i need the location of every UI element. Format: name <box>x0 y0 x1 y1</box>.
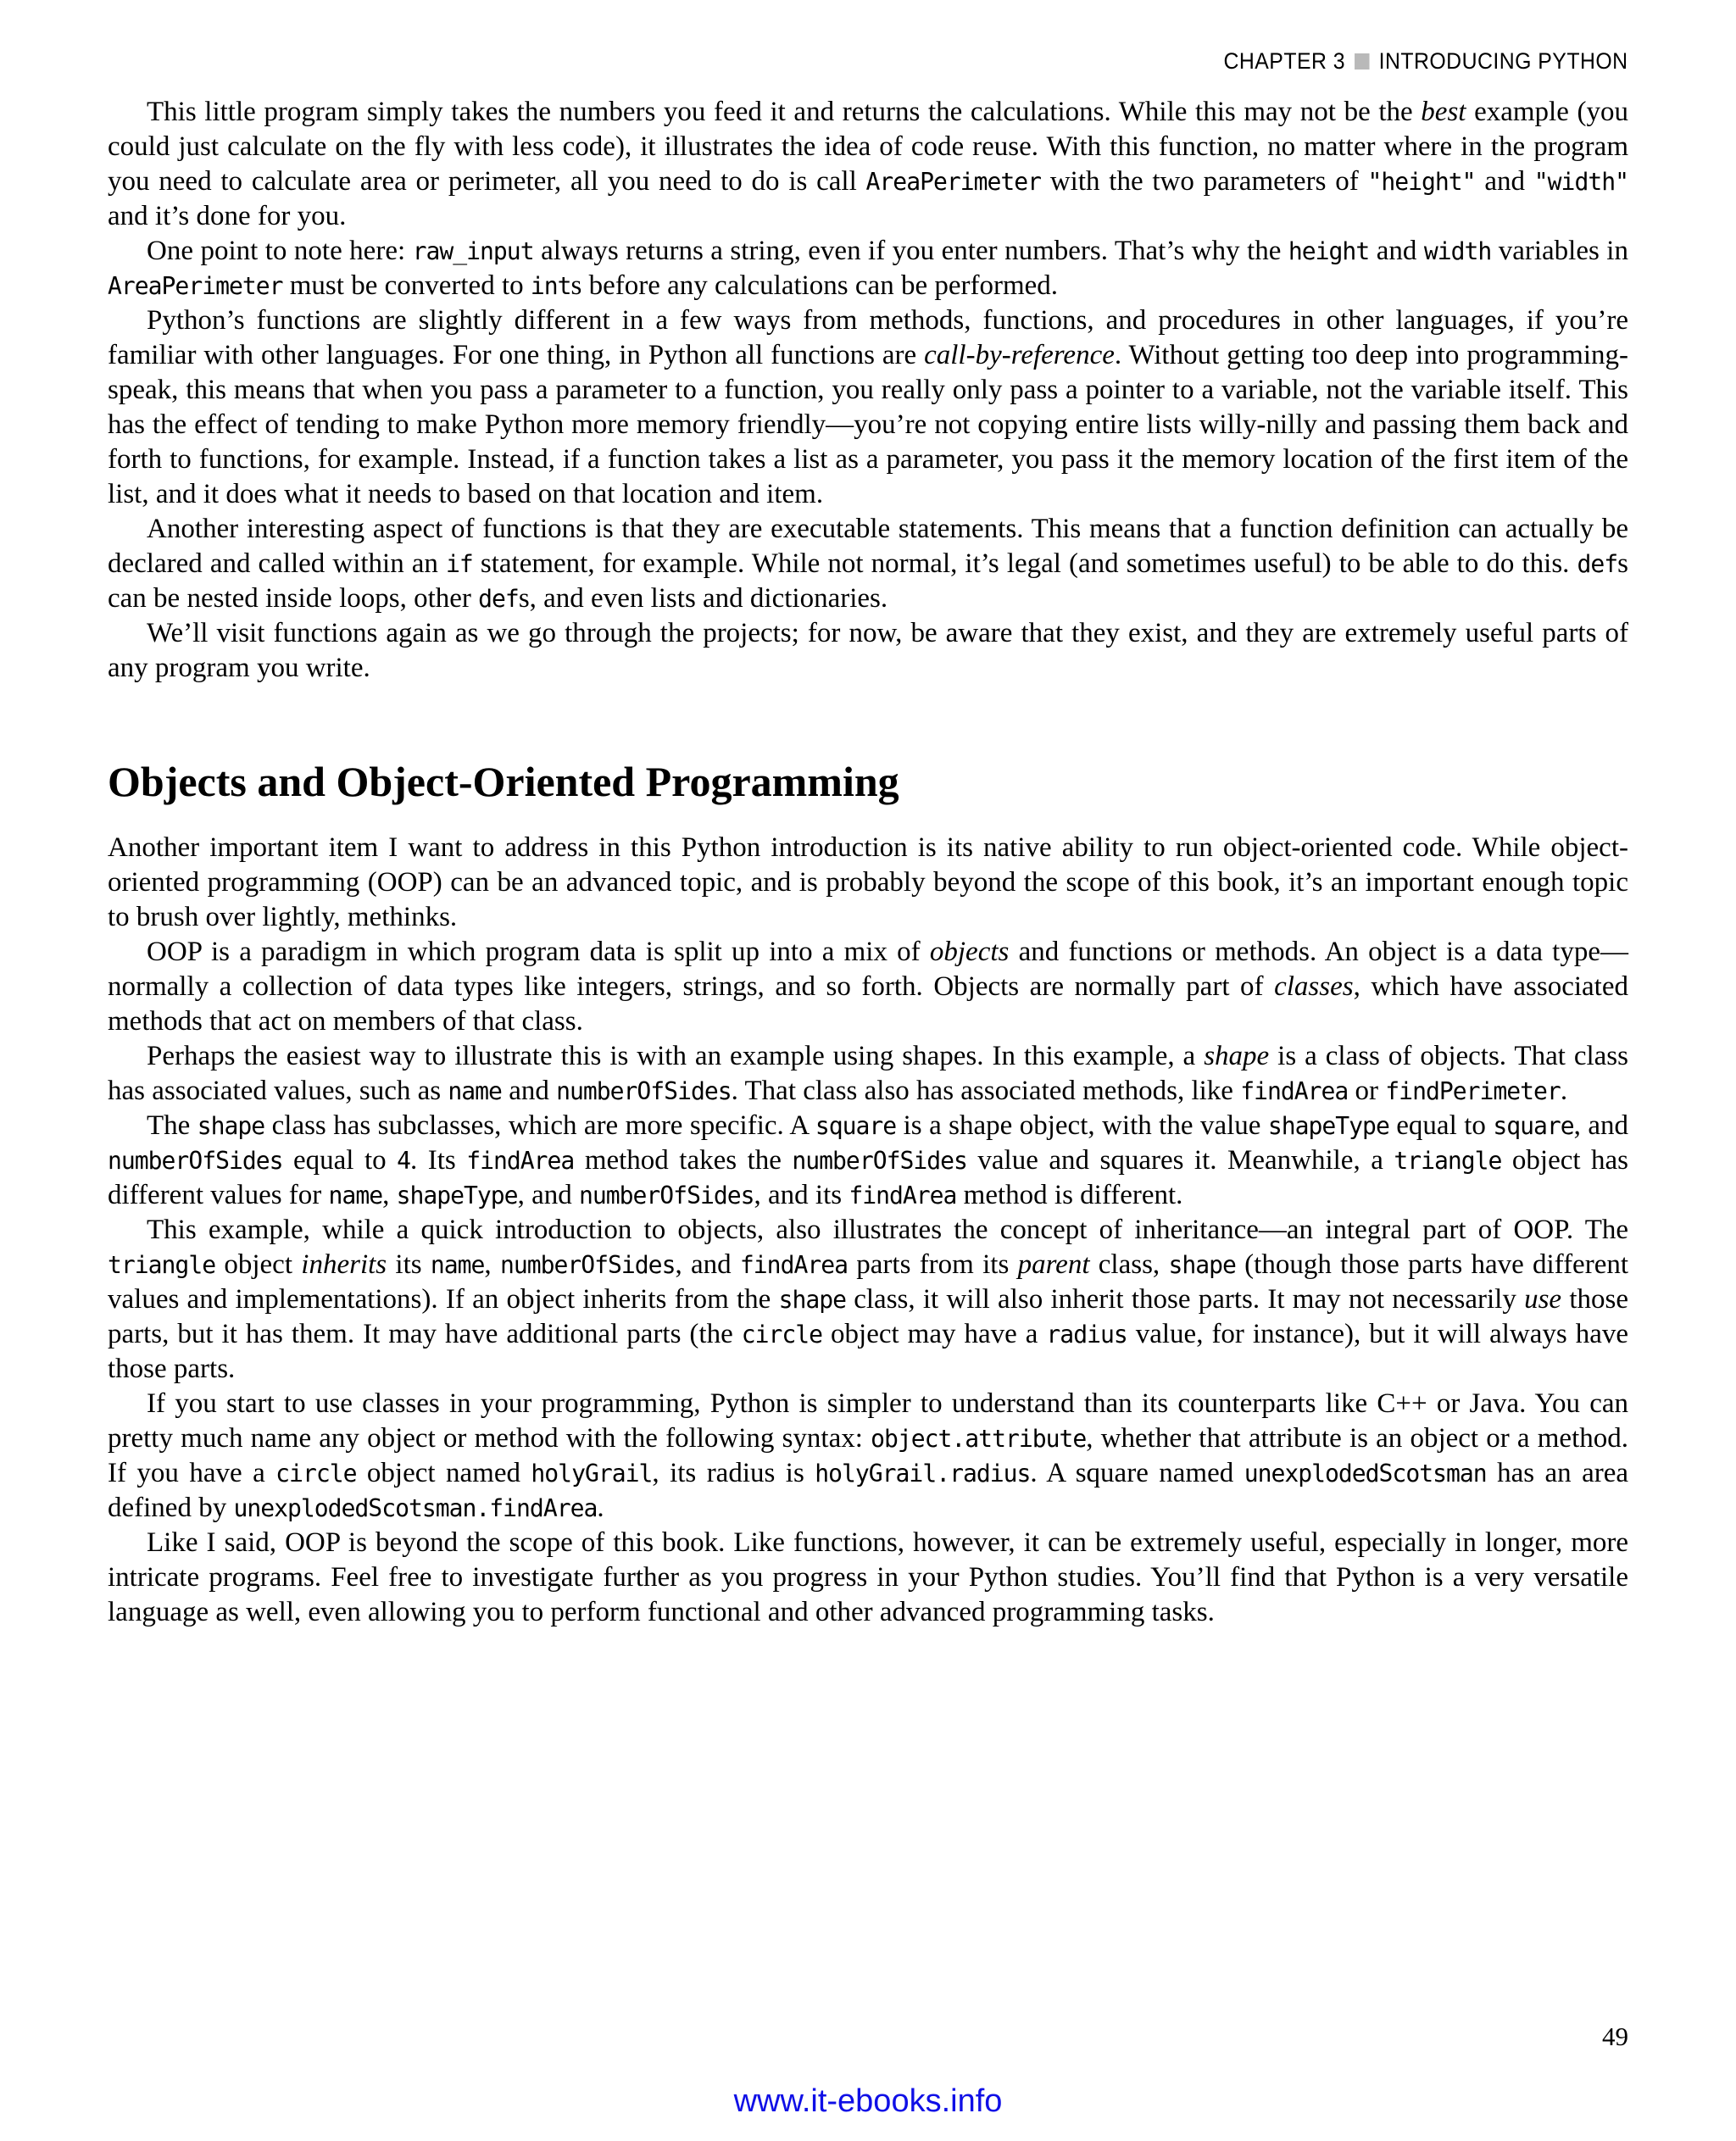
paragraph <box>108 935 1628 1039</box>
code-span: shapeType <box>396 1182 518 1210</box>
text-span: with the two parameters of <box>1041 166 1368 197</box>
page-number: 49 <box>1602 2021 1628 2051</box>
paragraph <box>108 1213 1628 1387</box>
text-span: , <box>484 1249 500 1280</box>
text-span: Another important item I want to address in this Python introduction is its native ability to run object-oriented code. While object-oriented programming (OOP) can be an advanced topic, and is probably beyond the scope of this book, it’s an important enough topic to brush over lightly, methinks. <box>108 832 1628 932</box>
code-span: AreaPerimeter <box>108 272 283 300</box>
code-span: unexplodedScotsman.findArea <box>233 1494 598 1522</box>
text-span: has an area defined by <box>108 1458 1629 1523</box>
code-span: "width" <box>1533 168 1628 196</box>
italic-span: shape <box>1204 1041 1270 1071</box>
page-body <box>108 95 1628 1630</box>
code-span: name <box>328 1182 383 1210</box>
code-span: square <box>815 1112 897 1140</box>
text-span: statement, for example. While not normal, it’s legal (and sometimes useful) to be able to do this. <box>472 548 1577 579</box>
code-span: numberOfSides <box>578 1182 754 1210</box>
text-span: If you start to use classes in your programming, Python is simpler to understand than its counterparts like C++ or Java. You can pretty much name any object or method with the following syntax: <box>108 1388 1628 1454</box>
text-span: , and <box>517 1180 579 1210</box>
square-separator-icon <box>1355 53 1370 70</box>
text-span: Like I said, OOP is beyond the scope of this book. Like functions, however, it can be extremely useful, especially in longer, more intricate programs. Feel free to investigate further as you progress in your Python studies. You’ll find that Python is a very versatile language as well, even allowing you to perform functional and other advanced programming tasks. <box>108 1527 1628 1627</box>
text-span: or <box>1348 1076 1386 1106</box>
code-span: circle <box>275 1460 357 1488</box>
text-span: . <box>1560 1076 1568 1106</box>
text-span: class, <box>1089 1249 1169 1280</box>
text-span: example (you could just calculate on the fly with less code), it illustrates the idea of code reuse. With this function, no matter where in the program you need to calculate area or perimeter, all you need to do is call <box>108 97 1628 197</box>
text-span: and <box>501 1076 557 1106</box>
text-span: , and <box>675 1249 740 1280</box>
paragraph <box>108 303 1628 512</box>
code-span: findArea <box>739 1251 848 1279</box>
code-span: shape <box>197 1112 265 1140</box>
code-span: numberOfSides <box>108 1147 283 1175</box>
text-span: , and its <box>754 1180 849 1210</box>
text-span: variables in <box>1491 236 1628 266</box>
code-span: name <box>448 1077 502 1105</box>
text-span: , which have associated methods that act on members of that class. <box>108 971 1628 1037</box>
code-span: shape <box>1168 1251 1236 1279</box>
code-span: "height" <box>1367 168 1476 196</box>
text-span: . Without getting too deep into programming-speak, this means that when you pass a parameter to a function, you really only pass a pointer to a variable, not the variable itself. This has the effect of tending to make Python more memory friendly—you’re not copying entire lists willy-nilly and passing them back and forth to functions, for example. Instead, if a function takes a list as a parameter, you pass it the memory location of the first item of the list, and it does what it needs to based on that location and item. <box>108 340 1628 509</box>
text-span: (though those parts have different values and implementations). If an object inherits from the <box>108 1249 1629 1315</box>
text-span: and it’s done for you. <box>108 201 347 231</box>
text-span: value and squares it. Meanwhile, a <box>966 1145 1394 1176</box>
text-span: This little program simply takes the numbers you feed it and returns the calculations. While this may not be the <box>147 97 1422 127</box>
code-span: def <box>478 585 519 613</box>
text-span: This example, while a quick introduction to objects, also illustrates the concept of inheritance—an integral part of OOP. The <box>147 1215 1628 1245</box>
code-span: triangle <box>108 1251 216 1279</box>
paragraph <box>108 1387 1628 1526</box>
text-span: , whether that attribute is an object or a method. If you have a <box>108 1423 1628 1488</box>
code-span: 4 <box>397 1147 410 1175</box>
chapter-label: CHAPTER 3 <box>1223 48 1346 74</box>
italic-span: best <box>1421 97 1466 127</box>
running-header <box>1224 48 1628 75</box>
text-span: One point to note here: <box>147 236 413 266</box>
text-span: those parts, but it has them. It may have additional parts (the <box>108 1284 1628 1349</box>
code-span: object.attribute <box>871 1425 1087 1453</box>
code-span: numberOfSides <box>499 1251 676 1279</box>
paragraph <box>108 831 1628 935</box>
code-span: height <box>1288 237 1370 265</box>
code-span: radius <box>1046 1321 1127 1349</box>
text-span: its <box>387 1249 431 1280</box>
paragraph <box>108 1039 1628 1109</box>
code-span: numberOfSides <box>792 1147 967 1175</box>
code-span: findPerimeter <box>1385 1077 1561 1105</box>
text-span: Perhaps the easiest way to illustrate this is with an example using shapes. In this example, a <box>147 1041 1205 1071</box>
code-span: findArea <box>849 1182 957 1210</box>
code-span: circle <box>741 1321 823 1349</box>
text-span: , <box>382 1180 397 1210</box>
text-span: equal to <box>282 1145 398 1176</box>
text-span: object has different values for <box>108 1145 1629 1210</box>
text-span: , and <box>1573 1110 1628 1141</box>
code-span: holyGrail.radius <box>815 1460 1031 1488</box>
paragraph-group-top <box>108 95 1628 686</box>
code-span: width <box>1423 237 1492 265</box>
paragraph <box>108 234 1628 303</box>
code-span: raw_input <box>412 237 534 265</box>
code-span: if <box>446 550 473 578</box>
italic-span: classes <box>1274 971 1354 1002</box>
text-span: Another interesting aspect of functions is that they are executable statements. This means that a function definition can actually be declared and called within an <box>108 514 1628 579</box>
code-span: numberOfSides <box>556 1077 732 1105</box>
text-span: s, and even lists and dictionaries. <box>518 583 888 614</box>
text-span: and <box>1369 236 1424 266</box>
code-span: findArea <box>466 1147 575 1175</box>
code-span: int <box>530 272 571 300</box>
text-span: object may have a <box>822 1319 1047 1349</box>
paragraph <box>108 95 1628 234</box>
text-span: . Its <box>410 1145 467 1176</box>
code-span: def <box>1577 550 1618 578</box>
italic-span: parent <box>1017 1249 1090 1280</box>
text-span: OOP is a paradigm in which program data is split up into a mix of <box>147 937 930 967</box>
text-span: Python’s functions are slightly different in a few ways from methods, functions, and procedures in other languages, if you’re familiar with other languages. For one thing, in Python all functions are <box>108 305 1628 370</box>
code-span: triangle <box>1394 1147 1502 1175</box>
code-span: shapeType <box>1267 1112 1389 1140</box>
text-span: class, it will also inherit those parts. It may not necessarily <box>846 1284 1525 1315</box>
text-span: . <box>597 1493 604 1523</box>
text-span: s before any calculations can be performed. <box>570 270 1059 301</box>
italic-span: objects <box>929 937 1010 967</box>
text-span: must be converted to <box>282 270 531 301</box>
text-span: . That class also has associated methods, like <box>731 1076 1241 1106</box>
text-span: The <box>147 1110 198 1141</box>
italic-span: inherits <box>301 1249 387 1280</box>
text-span: equal to <box>1388 1110 1494 1141</box>
code-span: name <box>430 1251 485 1279</box>
text-span: We’ll visit functions again as we go through the projects; for now, be aware that they exist, and they are extremely useful parts of any program you write. <box>108 618 1628 683</box>
paragraph <box>108 616 1628 686</box>
italic-span: call-by-reference <box>924 340 1115 370</box>
text-span: s can be nested inside loops, other <box>108 548 1629 614</box>
section-heading: Objects and Object-Oriented Programming <box>108 758 899 805</box>
text-span: value, for instance), but it will always have those parts. <box>108 1319 1629 1384</box>
text-span: , its radius is <box>652 1458 815 1488</box>
footer-link[interactable]: www.it-ebooks.info <box>733 2083 1003 2119</box>
code-span: holyGrail <box>531 1460 653 1488</box>
paragraph <box>108 1526 1628 1630</box>
text-span: and functions or methods. An object is a data type—normally a collection of data types like integers, strings, and so forth. Objects are normally part of <box>108 937 1629 1002</box>
paragraph <box>108 512 1628 616</box>
code-span: AreaPerimeter <box>865 168 1042 196</box>
code-span: shape <box>778 1286 846 1314</box>
text-span: is a class of objects. That class has associated values, such as <box>108 1041 1628 1106</box>
italic-span: use <box>1524 1284 1562 1315</box>
code-span: findArea <box>1240 1077 1349 1105</box>
text-span: parts from its <box>848 1249 1018 1280</box>
text-span: method takes the <box>574 1145 793 1176</box>
code-span: unexplodedScotsman <box>1244 1460 1487 1488</box>
text-span: object named <box>356 1458 531 1488</box>
paragraph-group-bottom <box>108 831 1628 1630</box>
text-span: object <box>215 1249 302 1280</box>
text-span: method is different. <box>956 1180 1183 1210</box>
text-span: class has subclasses, which are more specific. A <box>264 1110 815 1141</box>
text-span: and <box>1475 166 1534 197</box>
text-span: is a shape object, with the value <box>896 1110 1268 1141</box>
paragraph <box>108 1109 1628 1213</box>
text-span: always returns a string, even if you enter numbers. That’s why the <box>533 236 1288 266</box>
chapter-title: INTRODUCING PYTHON <box>1379 48 1628 74</box>
code-span: square <box>1493 1112 1574 1140</box>
text-span: . A square named <box>1030 1458 1244 1488</box>
